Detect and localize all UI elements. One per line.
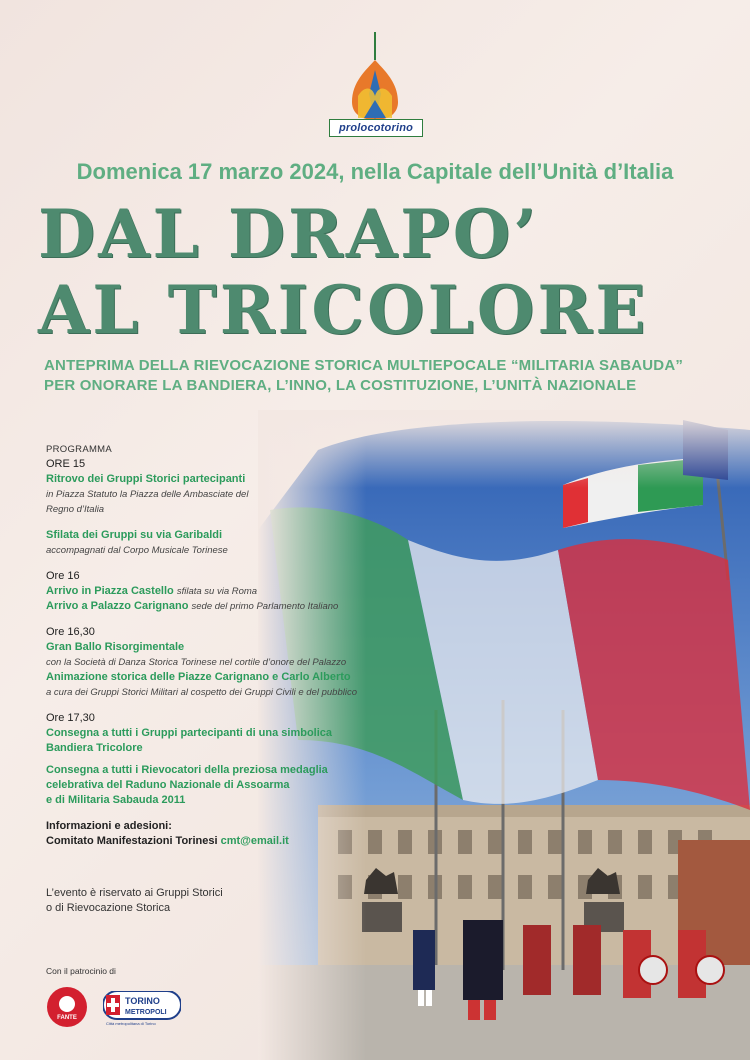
- torino-metropoli-logo: [103, 991, 181, 1027]
- reserved-line-1: L’evento è riservato ai Gruppi Storici: [46, 887, 223, 899]
- program-event: Arrivo a Palazzo Carignano sede del primo Parlamento Italiano: [46, 600, 339, 612]
- description-line-1: ANTEPRIMA DELLA RIEVOCAZIONE STORICA MULTIEPOCALE “MILITARIA SABAUDA”: [44, 357, 684, 374]
- program-event: Consegna a tutti i Rievocatori della preziosa medaglia: [46, 764, 328, 776]
- fante-logo: [46, 986, 88, 1028]
- program-event: e di Militaria Sabauda 2011: [46, 794, 186, 806]
- program-event: Sfilata dei Gruppi su via Garibaldi: [46, 529, 223, 541]
- program-event: Animazione storica delle Piazze Carignano e Carlo Alberto: [46, 671, 351, 683]
- program-hour: Ore 16: [46, 570, 80, 582]
- program-event-note: a cura dei Gruppi Storici Militari al cospetto dei Gruppi Civili e del pubblico: [46, 687, 358, 698]
- reserved-line-2: o di Rievocazione Storica: [46, 902, 171, 914]
- title-line-1: DAL DRAPO’: [38, 195, 540, 273]
- program-hour: Ore 16,30: [46, 626, 95, 638]
- logo-label: prolocotorino: [329, 119, 423, 137]
- program-event: Bandiera Tricolore: [46, 742, 143, 754]
- program-event: celebrativa del Raduno Nazionale di Assoarma: [46, 779, 290, 791]
- event-date-subtitle: Domenica 17 marzo 2024, nella Capitale dell’Unità d’Italia: [76, 159, 674, 184]
- metro-subtitle: Città metropolitana di Torino: [106, 1021, 156, 1026]
- program-section: [46, 442, 376, 849]
- program-event-note: con la Società di Danza Storica Torinese nel cortile d’onore del Palazzo: [46, 657, 347, 668]
- reserved-note: [46, 886, 286, 916]
- metro-line-2: METROPOLI: [125, 1009, 167, 1016]
- info-contact: Comitato Manifestazioni Torinesi cmt@email.it: [46, 835, 289, 847]
- metro-line-1: TORINO: [125, 996, 160, 1006]
- program-event: Ritrovo dei Gruppi Storici partecipanti: [46, 473, 246, 485]
- program-event: Arrivo in Piazza Castello sfilata su via Roma: [46, 585, 258, 597]
- fante-logo-text: FANTE: [57, 1015, 77, 1021]
- program-event-note: in Piazza Statuto la Piazza delle Ambasciate del Regno d’Italia: [46, 489, 249, 515]
- patronage-label: Con il patrocinio di: [46, 966, 116, 976]
- program-label: PROGRAMMA: [46, 444, 113, 455]
- program-event-note: accompagnati dal Corpo Musicale Torinese: [46, 545, 228, 556]
- info-heading: Informazioni e adesioni:: [46, 820, 172, 832]
- description-line-2: PER ONORARE LA BANDIERA, L’INNO, LA COSTITUZIONE, L’UNITÀ NAZIONALE: [44, 377, 637, 394]
- program-event: Gran Ballo Risorgimentale: [46, 641, 185, 653]
- event-description: [44, 356, 724, 396]
- program-event: Consegna a tutti i Gruppi partecipanti di una simbolica: [46, 727, 333, 739]
- title-line-2: AL TRICOLORE: [38, 271, 649, 349]
- program-hour: Ore 17,30: [46, 712, 95, 724]
- page-title: [38, 196, 718, 348]
- email-link[interactable]: cmt@email.it: [220, 835, 289, 847]
- program-hour: ORE 15: [46, 458, 86, 470]
